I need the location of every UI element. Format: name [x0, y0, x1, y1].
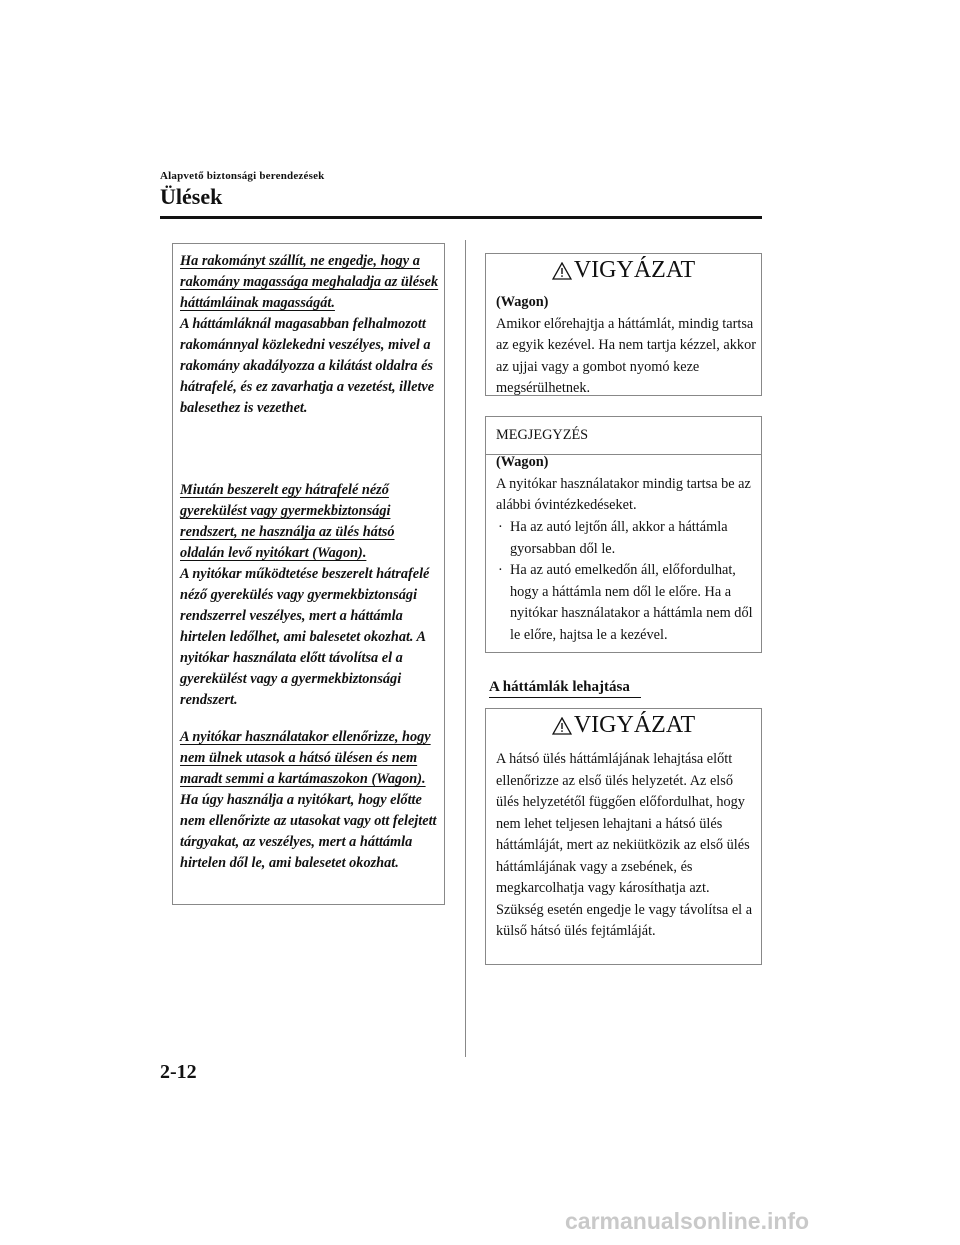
bullet-dot: · [498, 562, 503, 578]
note-bullet-1-text: Ha az autó lejtőn áll, akkor a háttámla gyorsabban dől le. [510, 519, 728, 557]
warning-1-title: Ha rakományt szállít, ne engedje, hogy a rakomány magassága meghaladja az ülések háttámláinak magasságát. [180, 253, 439, 311]
caution-box-2 [485, 708, 762, 965]
caution-box-1 [485, 253, 762, 396]
note-label: (Wagon) [496, 454, 549, 470]
note-bullet-2 [496, 560, 756, 646]
note-box [485, 416, 762, 653]
warning-1-body: A háttámláknál magasabban felhalmozott rakománnyal közlekedni veszélyes, mivel a rakomány akadályozza a kilátást oldalra és hátrafelé, és ez zavarhatja a vezetést, illetve balesethez is vezethet. [180, 316, 435, 416]
section-label: Alapvető biztonsági berendezések [160, 170, 325, 182]
caution-1-title: VIGYÁZAT [573, 257, 696, 283]
warning-2-body: A nyitókar működtetése beszerelt hátrafelé néző gyerekülés vagy gyermekbiztonsági rendszerrel veszélyes, mert a háttámla hirtelen ledőlhet, ami balesetet okozhat. A nyitókar használata előtt távolítsa el a gyerekülést vagy a gyermekbiztonsági rendszert. [180, 566, 430, 708]
warning-3-title: A nyitókar használatakor ellenőrizze, hogy nem ülnek utasok a hátsó ülésen és nem maradt semmi a kartámaszokon (Wagon). [180, 729, 431, 787]
subheading-rule [489, 697, 641, 698]
caution-2-heading [486, 712, 761, 739]
caution-2-text: A hátsó ülés háttámlájának lehajtása előtt ellenőrizze az első ülés helyzetét. Az első ülés helyzetétől függően előfordulhat, hogy nem lehet teljesen lehajtani a hátsó ülés háttámláját, mert az nekiütközik az első ülés háttámlájának vagy a zsebének, és megkarcolhatja vagy károsíthatja azt. Szükség esetén engedje le vagy távolítsa el a külső hátsó ülés fejtámláját. [496, 751, 753, 939]
bullet-dot: · [498, 519, 503, 535]
warning-2 [180, 480, 442, 711]
warning-triangle-icon [552, 717, 572, 735]
column-divider [465, 240, 466, 1057]
caution-1-text [496, 292, 758, 400]
subheading: A háttámlák lehajtása [489, 679, 630, 695]
caution-1-heading [486, 257, 761, 284]
note-bullet-1 [496, 517, 756, 560]
note-bullet-2-text: Ha az autó emelkedőn áll, előfordulhat, hogy a háttámla nem dől le előre. Ha a nyitókar használatakor a háttámla nem dől le előre, hajtsa le a kezével. [510, 562, 753, 643]
caution-2-title: VIGYÁZAT [573, 712, 696, 738]
header-rule [160, 216, 762, 219]
chapter-title: Ülések [160, 184, 223, 209]
note-text [496, 452, 758, 517]
caution-1-body: Amikor előrehajtja a háttámlát, mindig tartsa az egyik kezével. Ha nem tartja kézzel, akkor az ujjai vagy a gombot nyomó keze megsérülhetnek. [496, 315, 756, 396]
warning-3 [180, 727, 442, 874]
page-number: 2-12 [160, 1061, 197, 1083]
warning-1 [180, 251, 442, 419]
warning-3-body: Ha úgy használja a nyitókart, hogy előtte nem ellenőrizte az utasokat vagy ott felejtett tárgyakat, az veszélyes, mert a háttámla hirtelen dől le, ami balesetet okozhat. [180, 792, 437, 871]
watermark: carmanualsonline.info [565, 1208, 810, 1234]
caution-1-label: (Wagon) [496, 294, 549, 310]
note-intro: A nyitókar használatakor mindig tartsa be az alábbi óvintézkedéseket. [496, 475, 751, 513]
note-title: MEGJEGYZÉS [496, 427, 589, 443]
warning-2-title: Miután beszerelt egy hátrafelé néző gyerekülést vagy gyermekbiztonsági rendszert, ne használja az ülés hátsó oldalán levő nyitókart (Wagon). [180, 482, 395, 561]
warning-triangle-icon [552, 262, 572, 280]
